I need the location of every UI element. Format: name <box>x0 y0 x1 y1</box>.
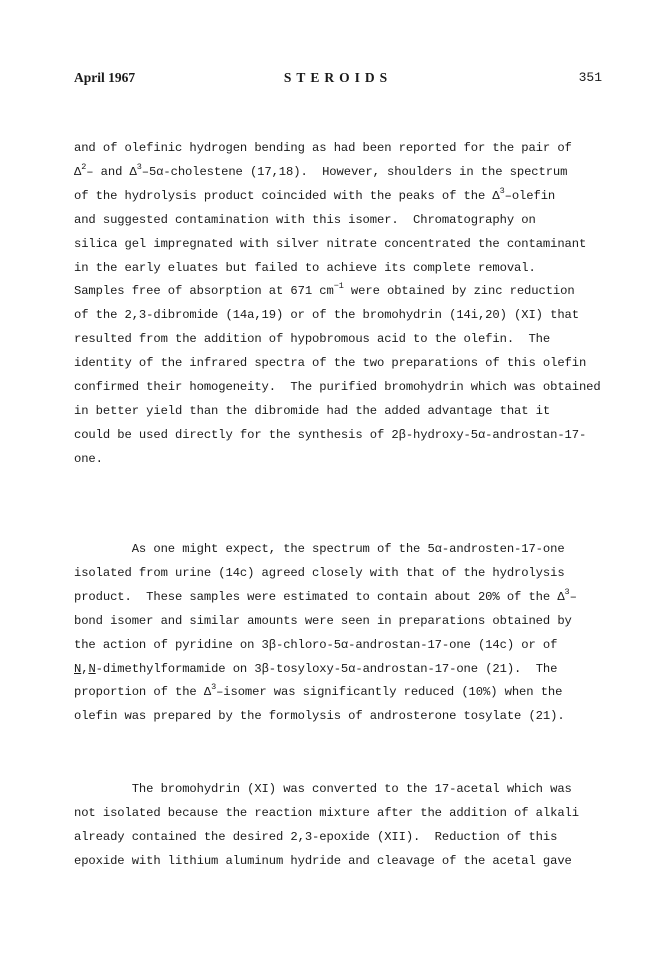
text-line: and of olefinic hydrogen bending as had been reported for the pair of <box>74 141 572 155</box>
text-line: Samples free of absorption at 671 $cm^{-1}$ were obtained by zinc reduction <box>74 281 575 299</box>
page-number: 351 <box>578 70 602 85</box>
text-line: in better yield than the dibromide had the added advantage that it <box>74 403 551 418</box>
text-line: isolated from urine (14c) agreed closely with that of the hydrolysis <box>74 565 565 580</box>
text-line: N,N-dimethylformamide on 3β-tosyloxy-5α-androstan-17-one (21). The <box>74 661 558 676</box>
text-line: of the hydrolysis product coincided with the peaks of the $\Delta^3$–olefin <box>74 185 556 203</box>
text-line: The bromohydrin (XI) was converted to the 17-acetal which was <box>74 782 572 796</box>
text-line: could be used directly for the synthesis of 2β-hydroxy-5α-androstan-17- <box>74 427 587 442</box>
superscript: −1 <box>333 281 344 292</box>
text-line: silica gel impregnated with silver nitrate concentrated the contaminant <box>74 236 587 251</box>
text-line: not isolated because the reaction mixture after the addition of alkali <box>74 805 579 820</box>
text-line: confirmed their homogeneity. The purified bromohydrin which was obtained <box>74 380 601 394</box>
text-line: epoxide with lithium aluminum hydride and cleavage of the acetal gave <box>74 853 572 868</box>
text-line: product. These samples were estimated to contain about 20% of the $\Delta^3-$ <box>74 586 577 604</box>
text-line: As one might expect, the spectrum of the 5α-androsten-17-one <box>74 542 565 556</box>
text-line: the action of pyridine on 3β-chloro-5α-androstan-17-one (14c) or of <box>74 637 558 652</box>
superscript: 3 <box>564 586 570 597</box>
text-line: olefin was prepared by the formolysis of androsterone tosylate (21). <box>74 709 565 724</box>
text-line: already contained the desired 2,3-epoxide (XII). Reduction of this <box>74 829 558 844</box>
text-line: resulted from the addition of hypobromous acid to the olefin. The <box>74 332 551 347</box>
superscript: 2 <box>81 161 87 172</box>
text-line: $\Delta^2-$ and $\Delta^3-5\alpha$-cholestene (17,18). However, shoulders in the spectrum <box>74 161 568 179</box>
journal-title: STEROIDS <box>283 70 393 85</box>
text-line: proportion of the $\Delta^3$–isomer was significantly reduced (10%) when the <box>74 682 563 700</box>
text-line: in the early eluates but failed to achieve its complete removal. <box>74 260 536 275</box>
underlined-letter: N <box>74 661 82 676</box>
text-line: and suggested contamination with this isomer. Chromatography on <box>74 212 536 227</box>
text-line: bond isomer and similar amounts were seen in preparations obtained by <box>74 613 572 628</box>
underlined-letter: N <box>88 661 96 676</box>
text-line: one. <box>74 451 103 466</box>
superscript: 3 <box>136 161 142 172</box>
issue-date: April 1967 <box>74 70 136 85</box>
text-line: of the 2,3-dibromide (14a,19) or of the bromohydrin (14i,20) (XI) that <box>74 308 579 323</box>
superscript: 3 <box>211 682 217 693</box>
text-line: identity of the infrared spectra of the two preparations of this olefin <box>74 356 587 371</box>
running-header <box>74 70 602 90</box>
superscript: 3 <box>499 185 505 196</box>
